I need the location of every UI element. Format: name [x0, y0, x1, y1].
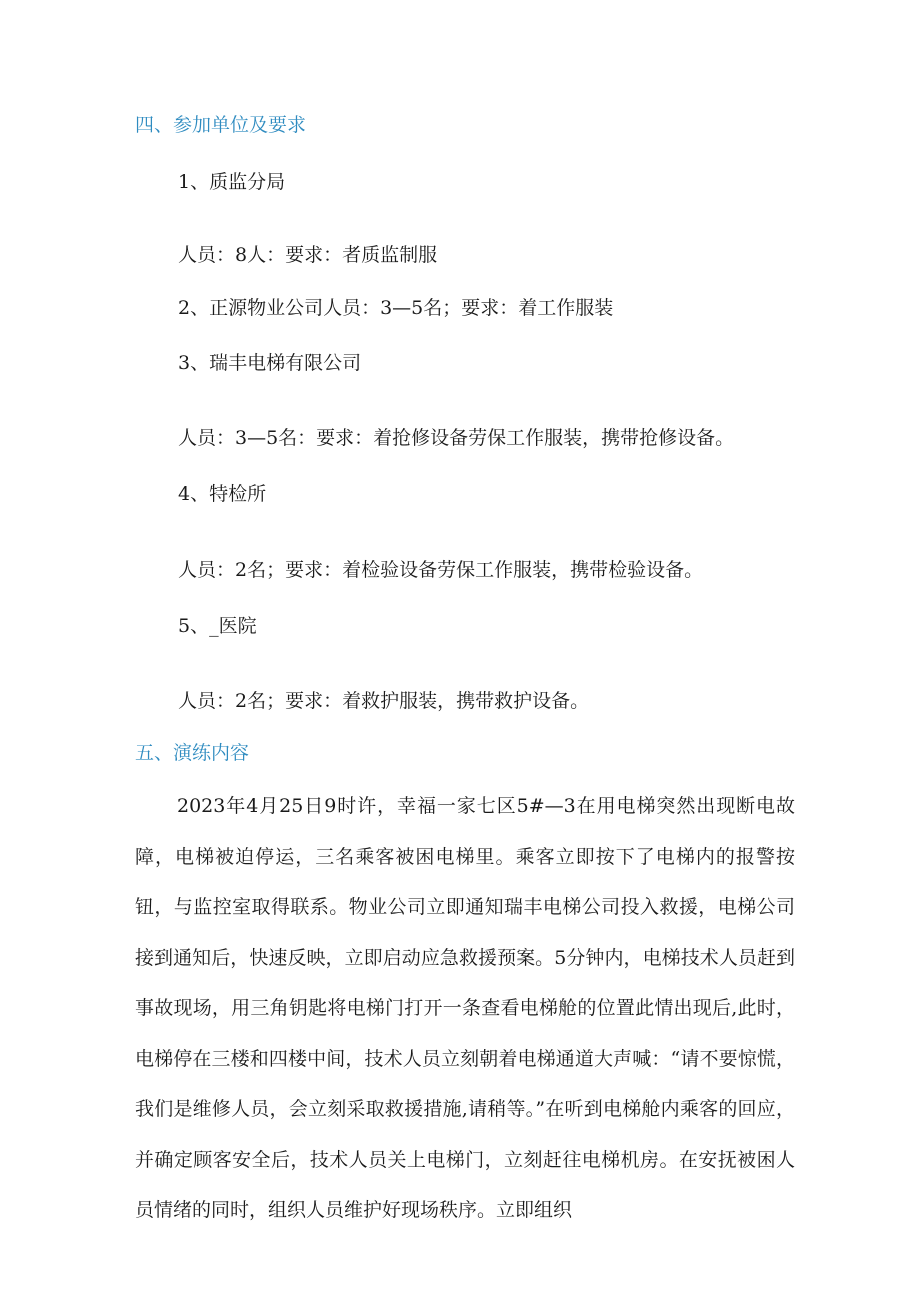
list-detail-quality-bureau: 人员：8人：要求：者质监制服 — [178, 244, 438, 266]
list-item-inspection-institute: 4、特检所 — [178, 483, 267, 505]
list-detail-elevator-company: 人员：3—5名：要求：着抢修设备劳保工作服装，携带抢修设备。 — [178, 427, 735, 449]
list-item-hospital: 5、_医院 — [178, 615, 257, 637]
list-detail-hospital: 人员：2名；要求：着救护服装，携带救护设备。 — [178, 690, 590, 712]
list-item-elevator-company: 3、瑞丰电梯有限公司 — [178, 352, 362, 374]
drill-content-paragraph: 2023年4月25日9时许，幸福一家七区5#—3在用电梯突然出现断电故障，电梯被迫停运，三名乘客被困电梯里。乘客立即按下了电梯内的报警按钮，与监控室取得联系。物业公司立即通知瑞丰电梯公司投入救援，电梯公司接到通知后，快速反映，立即启动应急救援预案。5分钟内，电梯技术人员赶到事故现场，用三角钥匙将电梯门打开一条查看电梯舱的位置此情出现后,此时，电梯停在三楼和四楼中间，技术人员立刻朝着电梯通道大声喊：“请不要惊慌，我们是维修人员，会立刻采取救援措施,请稍等。”在听到电梯舱内乘客的回应，并确定顾客安全后，技术人员关上电梯门，立刻赶往电梯机房。在安抚被困人员情绪的同时，组织人员维护好现场秩序。立即组织 — [135, 795, 795, 1221]
list-item-quality-bureau: 1、质监分局 — [178, 171, 286, 193]
section-heading-participants: 四、参加单位及要求 — [135, 114, 307, 136]
list-detail-inspection-institute: 人员：2名；要求：着检验设备劳保工作服装，携带检验设备。 — [178, 559, 704, 581]
list-item-property-company: 2、正源物业公司人员：3—5名；要求：着工作服装 — [178, 297, 614, 319]
section-heading-drill-content: 五、演练内容 — [135, 742, 250, 764]
